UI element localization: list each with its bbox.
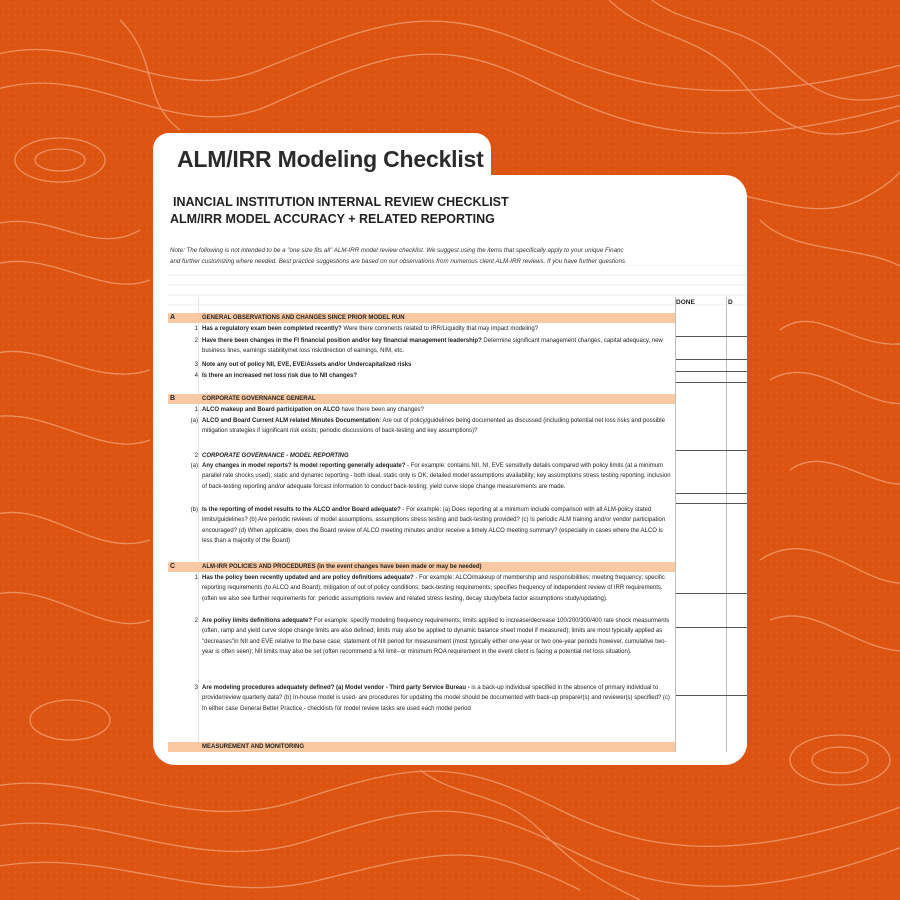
item-detail: Are out of policy/guidelines being documented as discussed (including potential net loss risks and possible mitigation strategies if significant risk exists; periodic discussions of back-testing and key assumptions)? — [202, 418, 665, 435]
section-title: CORPORATE GOVERNANCE GENERAL — [202, 396, 316, 402]
done-checkbox-line[interactable] — [676, 503, 747, 504]
item-question: Note any out of policy NII, EVE, EVE/Assets and/or Undercapitalized risks — [202, 362, 412, 368]
note-line-1: Note: The following is not intended to be a "one size fits all" ALM-IRR model review checklist. We suggest using the items that specifically apply to your unique Financ — [170, 247, 624, 254]
item-question: Is there an increased net loss risk due to NII changes? — [202, 373, 358, 379]
section-header-b — [168, 394, 675, 404]
disclaimer-note — [170, 245, 747, 267]
item-number: 1 — [194, 407, 198, 413]
item-detail: Determine significant management changes, capital adequacy, new business lines, earnings stability/net loss risk/direction of earnings, NIM, etc. — [202, 338, 663, 355]
done-checkbox-line[interactable] — [676, 593, 747, 594]
column-header-done: DONE — [676, 299, 695, 306]
item-question: Are modeling procedures adequately defined? (a) Model vendor - Third party Service Bureau - — [202, 685, 470, 691]
card-title: ALM/IRR Modeling Checklist — [177, 146, 484, 172]
document-title-line2: ALM/IRR MODEL ACCURACY + RELATED REPORTING — [170, 212, 495, 226]
item-text — [202, 405, 672, 415]
item-detail: Were there comments related to IRR/Liquidity that may impact modeling? — [341, 326, 539, 332]
item-detail: - For example: ALCO/makeup of membership and responsibilities; meeting frequency; specific reporting requirements (to ALCO and Board); mitigation of out of policy conditions; back-testing requirements; specifies frequency of independent review of IRR requirements. (often we also see further requirements for: periodic assumptions review and related stress testing, decay study/beta factor assumptions study/updating). — [202, 575, 665, 602]
item-text — [202, 336, 672, 357]
item-number: (a) — [190, 463, 198, 469]
item-question: ALCO and Board Current ALM related Minutes Documentation: — [202, 418, 382, 424]
item-detail: For example: specify modeling frequency requirements; limits applied to increase/decrease 100/200/300/400 rate shock measurments (often, ramp and yield curve slope change limits are also defined; limits may also be applied to dynamic balance sheet model if measured); limits are most typically applied as "decreases"in NII and EVE relative to the base case; statement of NII period for measurement (most typically either one-year or two one-year periods however, cumulative two-year is often seen); NII limits may also be set (often recommend a NI limit--or minimum ROA requirement in the event client is facing a potential net loss situation). — [202, 618, 670, 656]
item-number: 2 — [194, 618, 198, 624]
done-checkbox-line[interactable] — [676, 359, 747, 360]
section-header-measurement — [168, 742, 675, 752]
section-title: GENERAL OBSERVATIONS AND CHANGES SINCE PRIOR MODEL RUN — [202, 315, 405, 321]
item-number: 2 — [194, 453, 198, 459]
item-question: Is the reporting of model results to the ALCO and/or Board adequate? — [202, 507, 401, 513]
section-title: MEASUREMENT AND MONITORING — [202, 744, 304, 750]
item-question: ALCO makeup and Board participation on ALCO — [202, 407, 340, 413]
spreadsheet-preview — [168, 187, 747, 752]
column-divider — [198, 297, 199, 752]
item-text — [202, 324, 672, 334]
column-divider — [675, 297, 676, 752]
column-divider — [726, 297, 727, 752]
item-text — [202, 683, 672, 714]
item-text — [202, 461, 672, 492]
item-text — [202, 371, 672, 381]
checklist-card — [153, 175, 747, 765]
item-number: 3 — [194, 362, 198, 368]
done-checkbox-line[interactable] — [676, 371, 747, 372]
item-text — [202, 505, 672, 547]
done-checkbox-line[interactable] — [676, 627, 747, 628]
done-checkbox-line[interactable] — [676, 450, 747, 451]
item-number: (a) — [190, 418, 198, 424]
item-number: 1 — [194, 326, 198, 332]
item-detail: have there been any changes? — [339, 407, 424, 413]
item-question: Have there been changes in the FI financial position and/or key financial management leadership? — [202, 338, 482, 344]
item-number: 3 — [194, 685, 198, 691]
section-letter: B — [170, 395, 176, 402]
done-checkbox-line[interactable] — [676, 336, 747, 337]
item-number: 2 — [194, 338, 198, 344]
section-letter: A — [170, 314, 176, 321]
item-text — [202, 573, 672, 604]
item-number: 4 — [194, 373, 198, 379]
item-detail: - For example: contains NII, NI, EVE sensitivity details compared with policy limits (at a minimum parallel rate shocks used); static and dynamic reporting - both ideal, static only is OK; detailed model assumptions availability; key assumptions stress testing reporting; inclusion of back-testing reporting and/or adequate forcast information to conduct back-testing; yield curve slope change measurements are made. — [202, 463, 671, 490]
item-text — [202, 416, 672, 437]
section-header-c — [168, 562, 675, 572]
done-checkbox-line[interactable] — [676, 382, 747, 383]
done-checkbox-line[interactable] — [676, 695, 747, 696]
item-question: Any changes in model reports? Is model reporting generally adequate? — [202, 463, 406, 469]
document-title-line1: INANCIAL INSTITUTION INTERNAL REVIEW CHECKLIST — [173, 195, 509, 209]
item-detail: is a back-up individual specified in the absence of primary individual to provide/review quarterly data? (b) In-house model is used- are procedures for updating the model should be documented with back-up preparer(s) and reviewer(s) specified? (c) In either case General Better Practice - checklists for model review tasks are used each model period — [202, 685, 670, 712]
item-number: 1 — [194, 575, 198, 581]
section-header-a — [168, 313, 675, 323]
item-number: (b) — [190, 507, 198, 513]
done-checkbox-line[interactable] — [676, 493, 747, 494]
item-text — [202, 451, 672, 461]
item-text — [202, 360, 672, 370]
item-question: Has the policy been recently updated and are policy definitions adequate? — [202, 575, 414, 581]
item-subheading: CORPORATE GOVERNANCE - MODEL REPORTING — [202, 453, 349, 459]
note-line-2: and further customizing where needed. Best practice suggestions are based on our observations from numerous client ALM-IRR reviews. If you have further questions — [170, 258, 626, 265]
item-text — [202, 616, 672, 658]
item-question: Has a regulatory exam been completed recently? — [202, 326, 342, 332]
section-letter: C — [170, 563, 176, 570]
item-question: Are polivy limits definitions adequate? — [202, 618, 313, 624]
column-header-d: D — [728, 299, 733, 306]
section-title: ALM-IRR POLICIES AND PROCEDURES (in the event changes have been made or may be needed) — [202, 564, 482, 570]
item-detail: - For example: (a) Does reporting at a minimum include comparison with all ALM-policy stated limits/guidelines? (b) Are periodic reviews of model assumptions, assumptions stress testing and back-testing provided? (c) Is periodic ALM training and/or vendor participation encouraged? (d) When applicable, does the Board review of ALCO meeting minutes and/or receive a timely ALCO meeting summary? (especially in cases where the ALCO is less than a majority of the Board) — [202, 507, 666, 545]
